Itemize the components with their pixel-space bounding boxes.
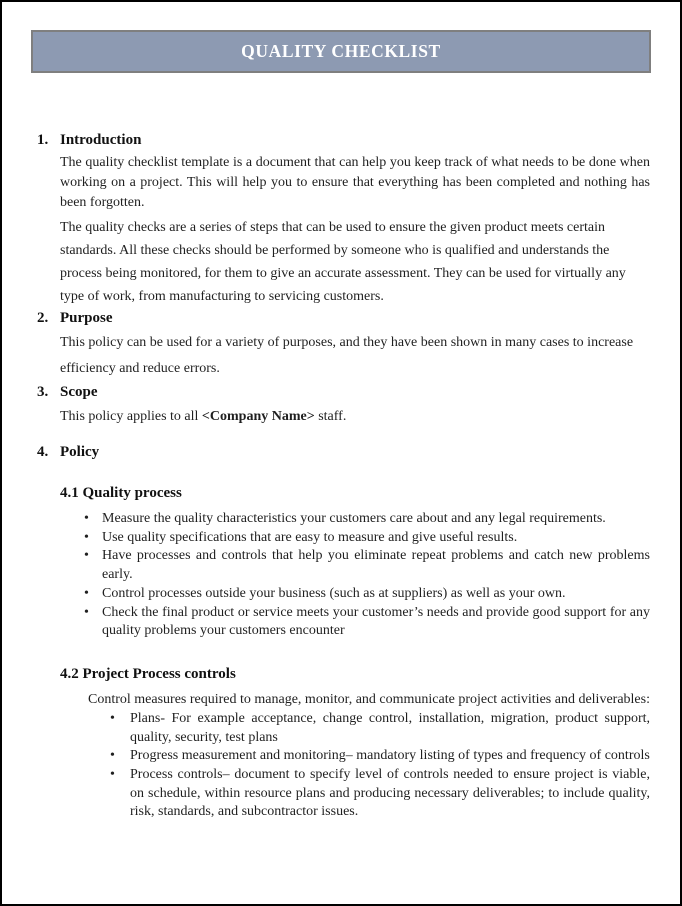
section-title: Scope (60, 384, 98, 400)
section-heading-row (37, 130, 650, 150)
list-item (110, 710, 650, 747)
scope-prefix: This policy applies to all (60, 409, 202, 424)
list-item (84, 547, 650, 584)
document-title: QUALITY CHECKLIST (241, 41, 441, 61)
company-name-placeholder: <Company Name> (201, 409, 315, 424)
list-item (110, 747, 650, 766)
section-heading-row (37, 308, 650, 328)
section-content (60, 404, 650, 430)
intro-paragraph-2: The quality checks are a series of steps that can be used to ensure the given product meets certain standards. All these checks should be performed by someone who is qualified and understands the process being monitored, for them to give an accurate assessment. They can be used for virtually any type of work, from manufacturing to servicing customers. (60, 220, 626, 304)
purpose-paragraph: This policy can be used for a variety of purposes, and they have been shown in many cases to increase efficiency and reduce errors. (60, 335, 634, 376)
document-body (2, 73, 680, 822)
bullet-marker: • (110, 710, 115, 726)
bullet-marker: • (84, 548, 89, 564)
section-number: 1. (37, 132, 49, 148)
quality-process-bullet-list (84, 510, 650, 641)
intro-paragraph-1: The quality checklist template is a document that can help you keep track of what needs to be done when working on a project. This will help you to ensure that everything has been completed and nothing has been forgotten. (60, 155, 650, 210)
list-item (84, 604, 650, 641)
bullet-marker: • (84, 529, 89, 545)
section-number: 4. (37, 444, 49, 460)
bullet-text: Progress measurement and monitoring– mandatory listing of types and frequency of controls (130, 748, 650, 764)
section-scope (37, 382, 650, 430)
subsection-title: 4.2 Project Process controls (60, 665, 236, 682)
bullet-text: Plans- For example acceptance, change control, installation, migration, product support, quality, security, test plans (130, 710, 650, 745)
section-number: 2. (37, 310, 49, 326)
section-title: Policy (60, 444, 100, 460)
bullet-marker: • (110, 767, 115, 783)
subsection-quality-process (37, 483, 650, 641)
bullet-marker: • (84, 604, 89, 620)
section-introduction (37, 130, 650, 308)
scope-suffix: staff. (314, 409, 347, 424)
list-item (84, 529, 650, 548)
section-number: 3. (37, 384, 49, 400)
list-item (84, 510, 650, 529)
section-heading-row (37, 442, 650, 462)
subsection-title: 4.1 Quality process (60, 485, 182, 501)
subsection-project-process-controls (37, 664, 650, 822)
section-content (60, 153, 650, 308)
bullet-text: Measure the quality characteristics your customers care about and any legal requirements. (102, 511, 606, 526)
section-policy (37, 442, 650, 462)
bullet-text: Use quality specifications that are easy to measure and give useful results. (102, 529, 518, 545)
section-content (60, 330, 650, 382)
bullet-marker: • (84, 585, 89, 601)
process-controls-intro: Control measures required to manage, monitor, and communicate project activities and deliverables: (88, 691, 650, 707)
bullet-text: Process controls– document to specify level of controls needed to ensure project is viable, on schedule, within resource plans and producing necessary deliverables; to include quality, risk, standards, and subcontractor issues. (130, 767, 650, 820)
bullet-text: Check the final product or service meets your customer’s needs and provide good support for any quality problems your customers encounter (102, 604, 650, 639)
bullet-text: Have processes and controls that help you eliminate repeat problems and catch new problems early. (102, 548, 650, 583)
list-item (84, 585, 650, 604)
bullet-text: Control processes outside your business (such as at suppliers) as well as your own. (102, 585, 566, 601)
section-heading-row (37, 382, 650, 402)
list-item (110, 766, 650, 822)
section-title: Purpose (60, 310, 113, 326)
section-title: Introduction (60, 132, 142, 148)
section-purpose (37, 308, 650, 382)
scope-line (60, 404, 650, 430)
bullet-marker: • (84, 511, 89, 526)
bullet-marker: • (110, 748, 115, 764)
title-banner (31, 30, 651, 73)
process-controls-bullet-list (110, 710, 650, 822)
